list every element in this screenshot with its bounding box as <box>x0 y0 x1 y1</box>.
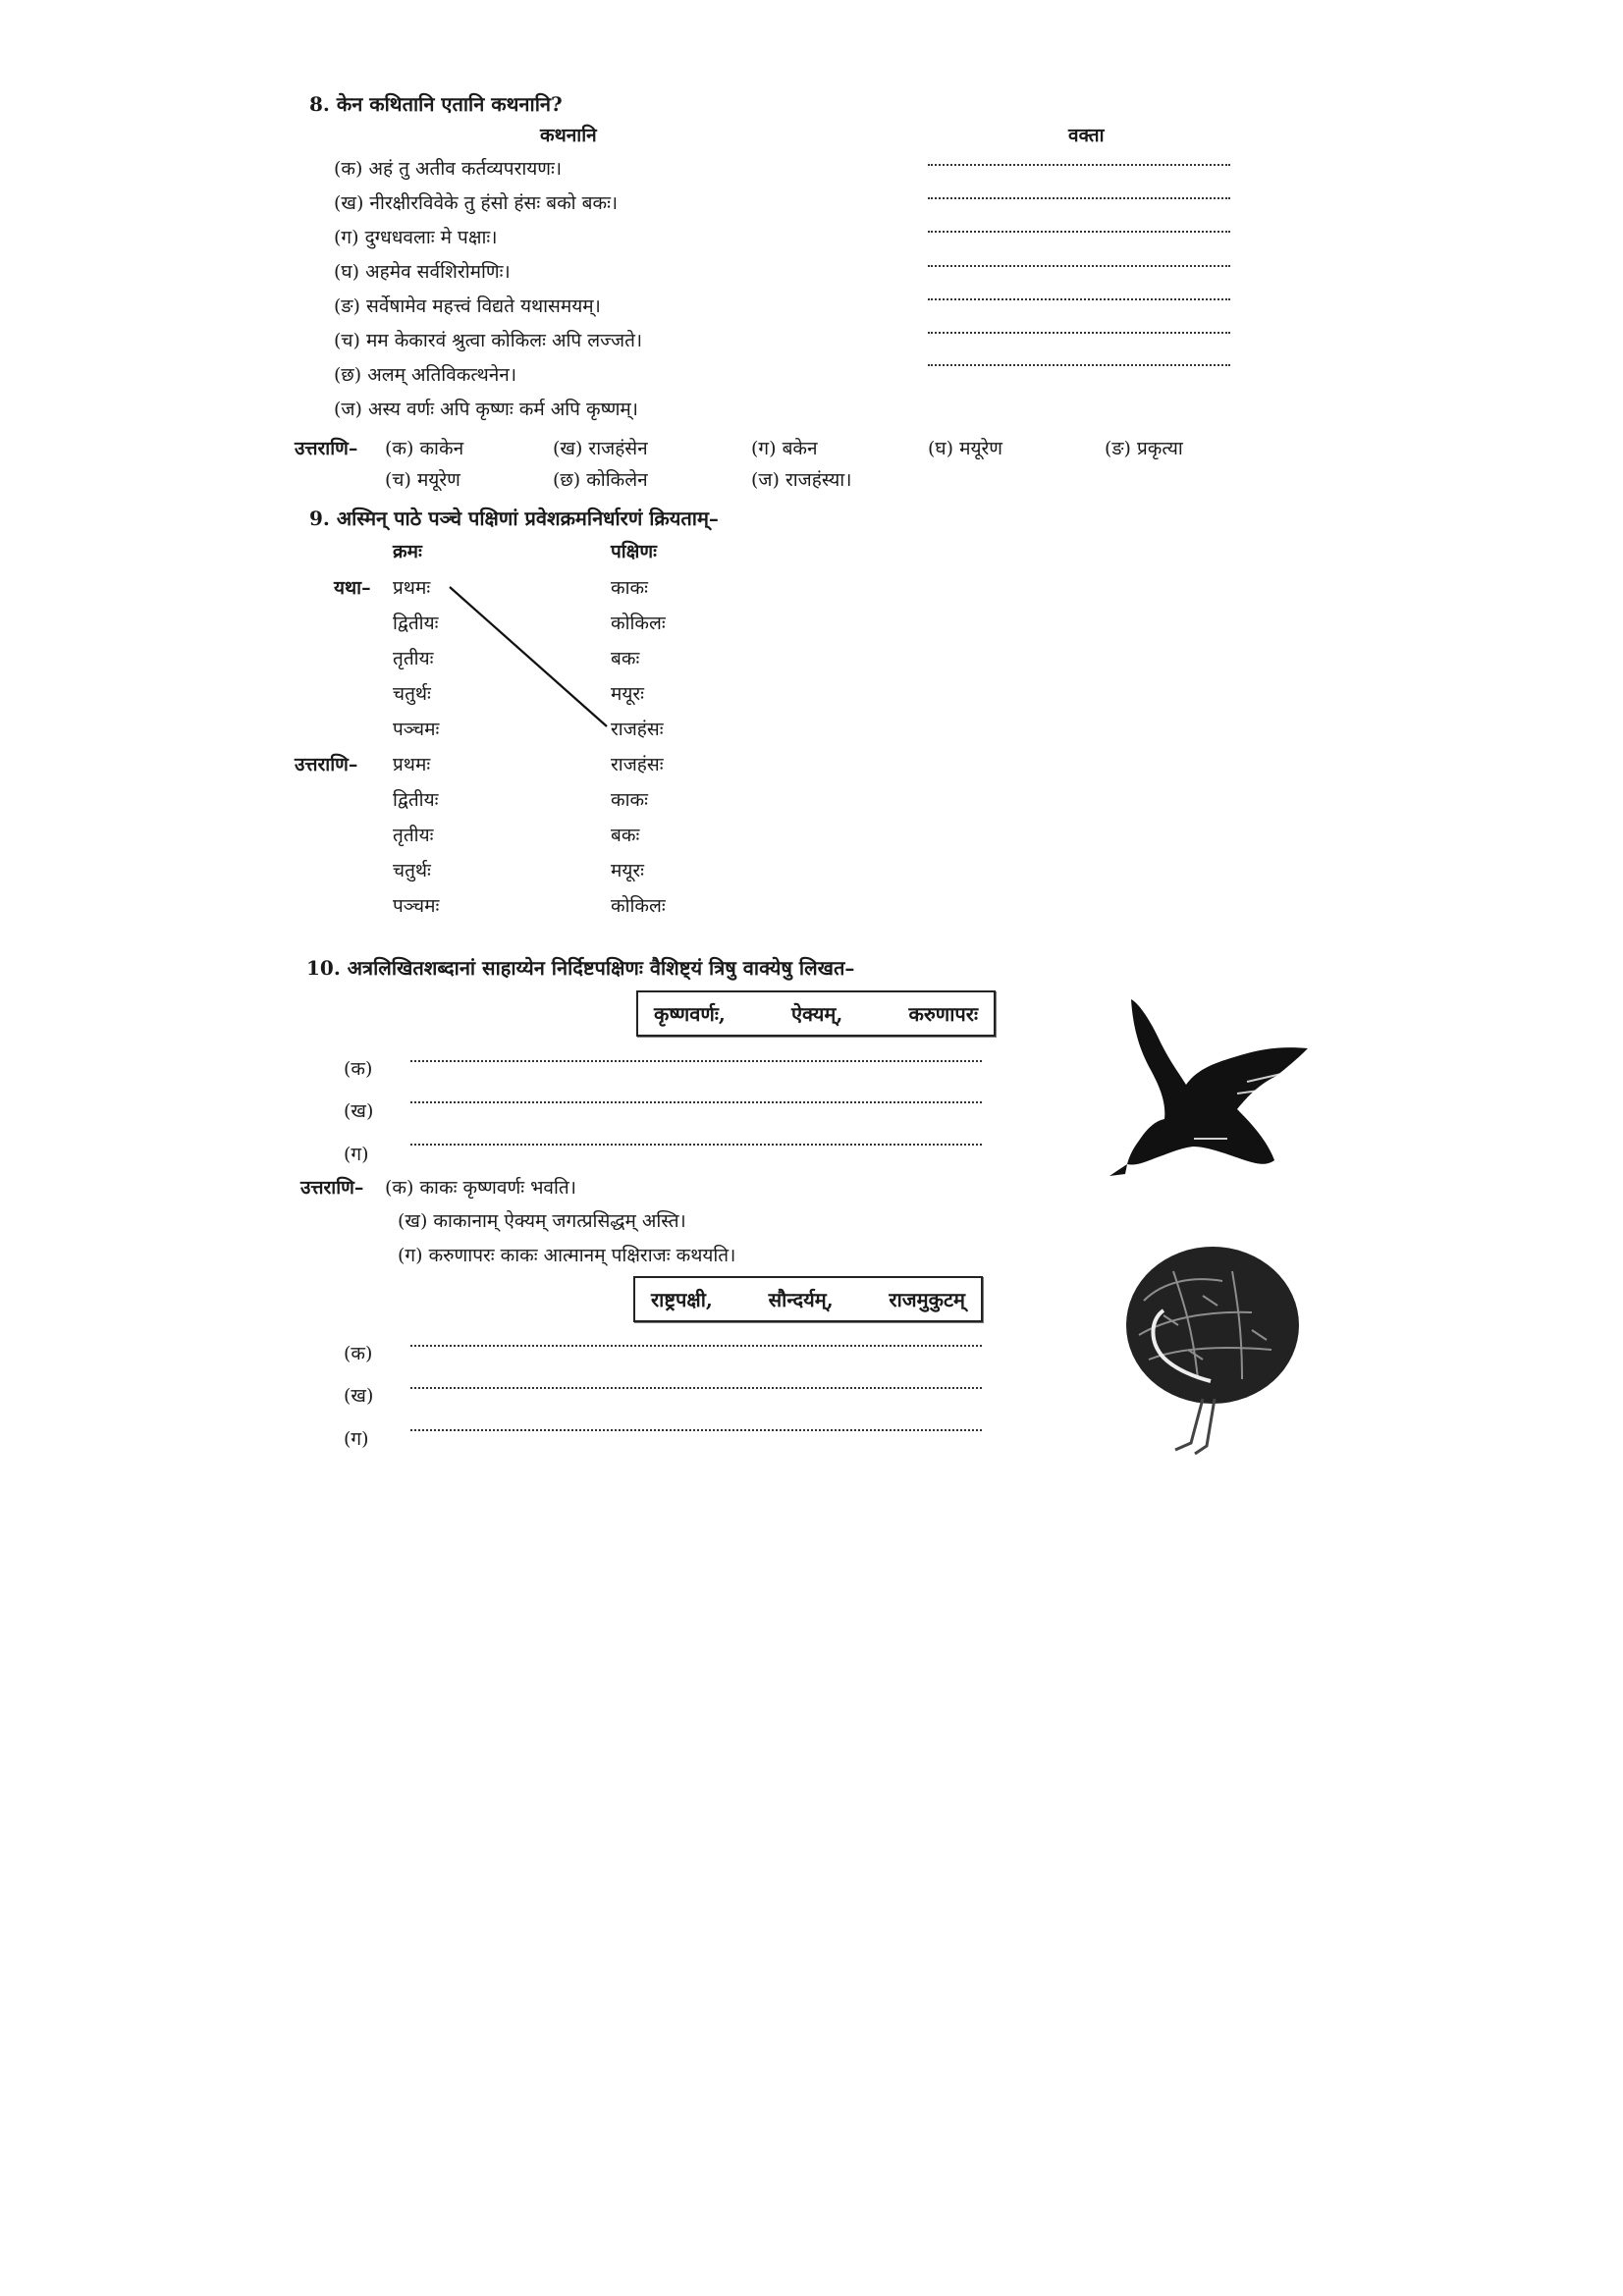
blank-label: (क) <box>344 1343 373 1364</box>
order-item: प्रथमः <box>393 754 431 775</box>
item-label: (ख) <box>398 1210 428 1232</box>
hint-word: राजमुकुटम् <box>889 1288 965 1311</box>
order-item: चतुर्थः <box>393 860 431 881</box>
item-label: (ग) <box>334 227 359 248</box>
item-label: (ख) <box>334 192 364 214</box>
bird-item: राजहंसः <box>611 754 664 775</box>
item-label: (ग) <box>751 438 777 459</box>
q8-answers-label: उत्तराणि– <box>295 438 358 459</box>
item-label: (क) <box>385 438 414 459</box>
item-label: (ज) <box>751 469 780 491</box>
item-label: (ङ) <box>334 295 360 317</box>
q10-answer <box>385 1174 576 1200</box>
bird-item: बकः <box>611 648 640 669</box>
peacock-illustration <box>1105 1242 1321 1468</box>
bird-item: कोकिलः <box>611 613 666 634</box>
hint-word: करुणापरः <box>908 1002 978 1026</box>
bird-item: बकः <box>611 825 640 846</box>
order-item: द्वितीयः <box>393 789 439 811</box>
order-item: तृतीयः <box>393 648 434 669</box>
statement-text: दुग्धधवलाः मे पक्षाः। <box>364 227 498 248</box>
blank-label: (ग) <box>344 1428 369 1450</box>
statement-text: अहमेव सर्वशिरोमणिः। <box>365 261 511 283</box>
statement-text: सर्वेषामेव महत्त्वं विद्यते यथासमयम्। <box>365 295 601 317</box>
answer-text: राजहंस्या। <box>784 469 852 491</box>
answer-text: काकेन <box>419 438 464 459</box>
bird-item: काकः <box>611 577 648 599</box>
answer-text: काकः कृष्णवर्णः भवति। <box>419 1177 576 1199</box>
bird-item: मयूरः <box>611 860 644 881</box>
order-item: चतुर्थः <box>393 683 431 705</box>
q8-title: 8. केन कथितानि एतानि कथनानि? <box>309 92 563 116</box>
q10-answers-label: उत्तराणि– <box>300 1177 364 1199</box>
q9-example-label: यथा– <box>334 577 371 599</box>
blank-label: (ख) <box>344 1385 374 1407</box>
blank-label: (क) <box>344 1058 373 1080</box>
bird-item: काकः <box>611 789 648 811</box>
q10-title: 10. अत्रलिखितशब्दानां साहाय्येन निर्दिष्टपक्षिणः वैशिष्ट्यं त्रिषु वाक्येषु लिखत– <box>306 956 855 980</box>
bird-item: कोकिलः <box>611 895 666 917</box>
order-item: प्रथमः <box>393 577 431 599</box>
answer-text: राजहंसेन <box>588 438 648 459</box>
item-label: (ङ) <box>1105 438 1131 459</box>
statement-text: मम केकारवं श्रुत्वा कोकिलः अपि लज्जते। <box>365 330 643 351</box>
q8-col-speaker-header: वक्ता <box>1068 125 1105 146</box>
order-item: पञ्चमः <box>393 895 440 917</box>
item-label: (क) <box>385 1177 414 1199</box>
answer-text: कोकिलेन <box>586 469 648 491</box>
item-label: (छ) <box>553 469 581 491</box>
statement-text: अलम् अतिविकत्थनेन। <box>367 364 517 386</box>
answer-blank[interactable] <box>410 1345 982 1347</box>
q9-col-birds-header: पक्षिणः <box>611 541 657 562</box>
answer-text: मयूरेण <box>416 469 460 491</box>
item-label: (ख) <box>553 438 583 459</box>
answer-blank[interactable] <box>410 1387 982 1389</box>
item-label: (ज) <box>334 399 362 420</box>
statement-text: नीरक्षीरविवेके तु हंसो हंसः बको बकः। <box>369 192 619 214</box>
bird-item: राजहंसः <box>611 719 664 740</box>
order-item: तृतीयः <box>393 825 434 846</box>
item-label: (च) <box>334 330 360 351</box>
blank-label: (ख) <box>344 1100 374 1122</box>
bird-item: मयूरः <box>611 683 644 705</box>
item-label: (च) <box>385 469 411 491</box>
answer-blank[interactable] <box>410 1101 982 1103</box>
item-label: (छ) <box>334 364 362 386</box>
statement-text: अहं तु अतीव कर्तव्यपरायणः। <box>368 158 563 180</box>
answer-blank[interactable] <box>410 1060 982 1062</box>
word-box-crow <box>636 990 996 1037</box>
answer-text: प्रकृत्या <box>1136 438 1183 459</box>
item-label: (घ) <box>334 261 360 283</box>
q10-answer <box>398 1207 686 1233</box>
order-item: द्वितीयः <box>393 613 439 634</box>
blank-label: (ग) <box>344 1144 369 1165</box>
word-box-peacock <box>633 1276 983 1322</box>
answer-blank[interactable] <box>410 1144 982 1146</box>
item-label: (क) <box>334 158 363 180</box>
answer-text: मयूरेण <box>959 438 1002 459</box>
answer-text: करुणापरः काकः आत्मानम् पक्षिराजः कथयति। <box>428 1245 736 1266</box>
answer-text: काकानाम् ऐक्यम् जगत्प्रसिद्धम् अस्ति। <box>433 1210 686 1232</box>
q9-title: 9. अस्मिन् पाठे पञ्चे पक्षिणां प्रवेशक्रमनिर्धारणं क्रियताम्– <box>309 507 719 530</box>
hint-word: ऐक्यम्, <box>791 1002 843 1026</box>
q10-answer <box>398 1242 735 1267</box>
statement-text: अस्य वर्णः अपि कृष्णः कर्म अपि कृष्णम्। <box>367 399 638 420</box>
q8-col-statements-header: कथनानि <box>540 125 597 146</box>
item-label: (घ) <box>928 438 954 459</box>
hint-word: सौन्दर्यम्, <box>768 1288 834 1311</box>
example-match-line <box>0 0 1623 883</box>
order-item: पञ्चमः <box>393 719 440 740</box>
q9-answers-label: उत्तराणि– <box>295 754 358 775</box>
q9-col-order-header: क्रमः <box>393 541 422 562</box>
answer-blank[interactable] <box>410 1429 982 1431</box>
hint-word: राष्ट्रपक्षी, <box>651 1288 713 1311</box>
answer-text: बकेन <box>782 438 818 459</box>
item-label: (ग) <box>398 1245 423 1266</box>
crow-illustration <box>1100 991 1325 1207</box>
hint-word: कृष्णवर्णः, <box>654 1002 726 1026</box>
